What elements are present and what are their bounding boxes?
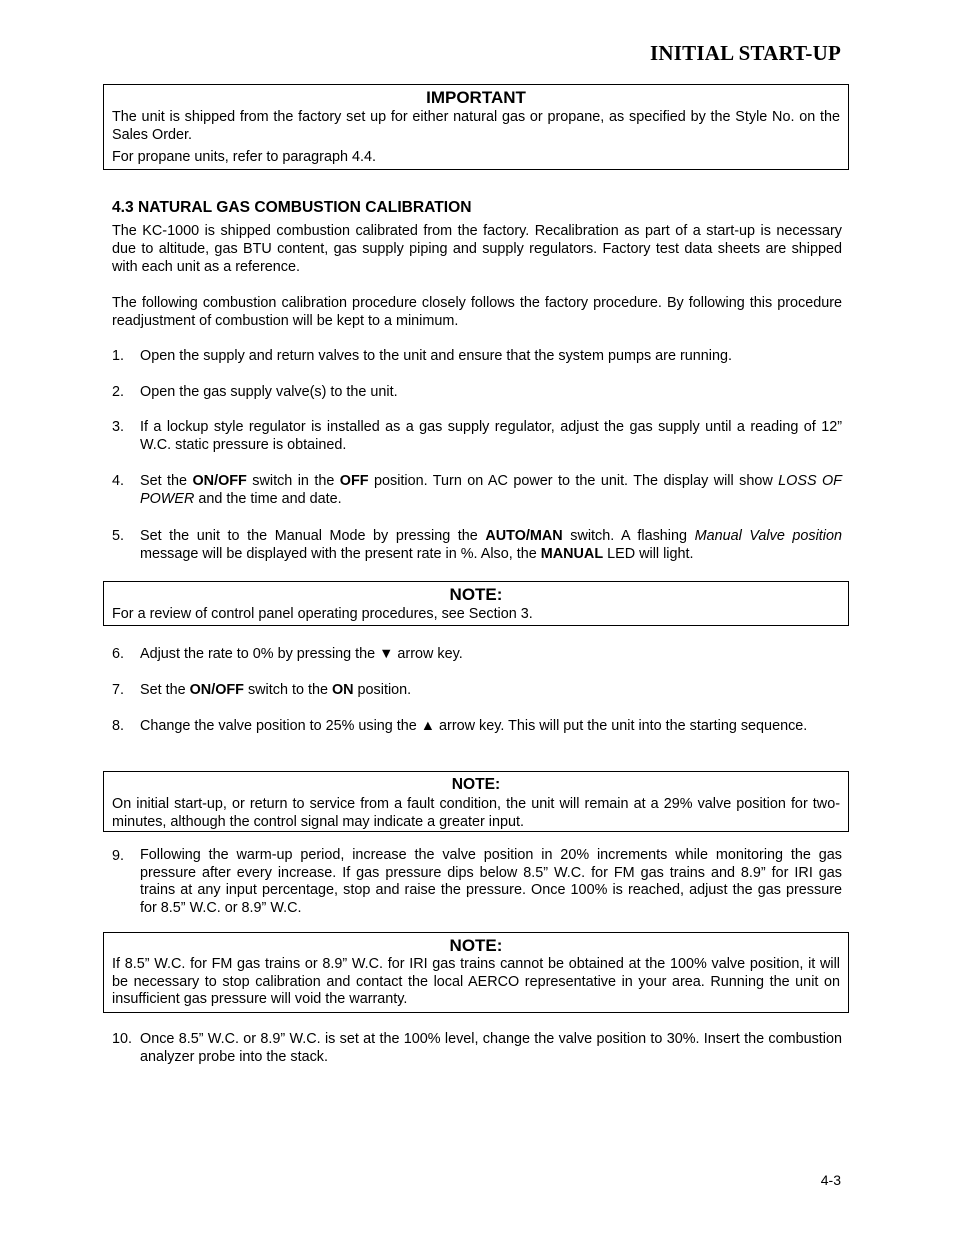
step-text: Change the valve position to 25% using the ▲ arrow key. This will put the unit into the starting sequence.: [140, 718, 808, 734]
step-number: 1.: [112, 348, 125, 364]
step-text: If a lockup style regulator is installed as a gas supply regulator, adjust the gas supply until a reading of 12” W.C. static pressure is obtained.: [140, 419, 842, 453]
important-propane-text: For propane units, refer to paragraph 4.4.: [112, 149, 376, 165]
step-number: 8.: [112, 718, 125, 734]
step-text: Following the warm-up period, increase the valve position in 20% increments while monitoring the gas pressure after every increase. If gas pressure dips below 8.5” W.C. for FM gas trains and 8.9” for IRI gas trains at any input percentage, stop and raise the pressure. Once 100% is reached, adjust the gas pressure for 8.5” W.C. or 8.9” W.C.: [140, 847, 842, 916]
step-number: 3.: [112, 419, 125, 435]
text-run: Set the unit to the Manual Mode by pressing the: [140, 528, 486, 544]
important-box: [103, 84, 849, 170]
manual-led-label: MANUAL: [540, 546, 604, 562]
note-text: For a review of control panel operating procedures, see Section 3.: [112, 606, 533, 622]
note-box-1: [103, 581, 849, 626]
step-number: 9.: [112, 848, 125, 864]
text-run: position.: [353, 682, 412, 698]
text-run: switch to the: [243, 682, 332, 698]
onoff-switch-label: ON/OFF: [189, 682, 244, 698]
onoff-switch-label: ON/OFF: [192, 473, 247, 489]
loss-of-power-message: LOSS OF POWER: [140, 473, 842, 507]
text-run: message will be displayed with the present rate in %. Also, the: [140, 546, 541, 562]
step-number: 5.: [112, 528, 125, 544]
section-heading: 4.3 NATURAL GAS COMBUSTION CALIBRATION: [112, 199, 472, 216]
step-number: 4.: [112, 473, 125, 489]
step-number: 2.: [112, 384, 125, 400]
step-text: Adjust the rate to 0% by pressing the ▼ arrow key.: [140, 646, 463, 662]
text-run: switch. A flashing: [562, 528, 695, 544]
step-text: Open the supply and return valves to the unit and ensure that the system pumps are running.: [140, 348, 732, 364]
step-number: 10.: [112, 1031, 133, 1047]
note-title: NOTE:: [449, 585, 503, 604]
step-text: Once 8.5” W.C. or 8.9” W.C. is set at the 100% level, change the valve position to 30%. Insert the combustion analyzer probe into the stack.: [140, 1031, 842, 1065]
procedure-paragraph: The following combustion calibration procedure closely follows the factory procedure. By following this procedure readjustment of combustion will be kept to a minimum.: [112, 295, 842, 329]
manual-valve-position-message: Manual Valve position: [694, 528, 842, 544]
step-3: [112, 418, 842, 454]
text-run: LED will light.: [603, 546, 694, 562]
note-box-2: [103, 771, 849, 832]
step-10: [112, 1030, 842, 1066]
note-title: NOTE:: [451, 776, 501, 793]
note-title: NOTE:: [449, 936, 503, 955]
step-text: [140, 472, 842, 508]
step-8: [112, 717, 842, 735]
off-label: OFF: [339, 473, 369, 489]
step-9: [112, 847, 842, 917]
text-run: Set the: [140, 682, 190, 698]
step-5: [112, 527, 842, 563]
important-text: The unit is shipped from the factory set up for either natural gas or propane, as specified by the Style No. on the Sales Order.: [112, 109, 840, 143]
step-7: [112, 681, 842, 699]
note-text: On initial start-up, or return to service from a fault condition, the unit will remain at a 29% valve position for two-minutes, although the control signal may indicate a greater input.: [112, 796, 840, 830]
note-text: If 8.5” W.C. for FM gas trains or 8.9” W.C. for IRI gas trains cannot be obtained at the 100% valve position, it will be necessary to stop calibration and contact the local AERCO representative in your area. Running the unit on insufficient gas pressure will void the warranty.: [112, 956, 840, 1007]
step-1: [112, 347, 842, 365]
step-text: Open the gas supply valve(s) to the unit.: [140, 384, 398, 400]
automan-switch-label: AUTO/MAN: [485, 528, 563, 544]
page-number: 4-3: [820, 1172, 841, 1188]
on-label: ON: [331, 682, 354, 698]
intro-paragraph: The KC-1000 is shipped combustion calibrated from the factory. Recalibration as part of a start-up is necessary due to altitude, gas BTU content, gas supply piping and supply regulators. Factory test data sheets are shipped with each unit as a reference.: [112, 223, 842, 275]
text-run: position. Turn on AC power to the unit. The display will show: [368, 473, 779, 489]
step-2: [112, 383, 842, 401]
step-number: 7.: [112, 682, 125, 698]
note-box-3: [103, 932, 849, 1013]
text-run: Set the: [140, 473, 193, 489]
step-6: [112, 645, 842, 663]
step-text: [140, 681, 842, 699]
page-header-title: INITIAL START-UP: [650, 41, 841, 65]
step-4: [112, 472, 842, 508]
step-number: 6.: [112, 646, 125, 662]
step-text: [140, 527, 842, 563]
text-run: switch in the: [246, 473, 340, 489]
text-run: and the time and date.: [194, 491, 342, 507]
important-title: IMPORTANT: [426, 88, 526, 107]
